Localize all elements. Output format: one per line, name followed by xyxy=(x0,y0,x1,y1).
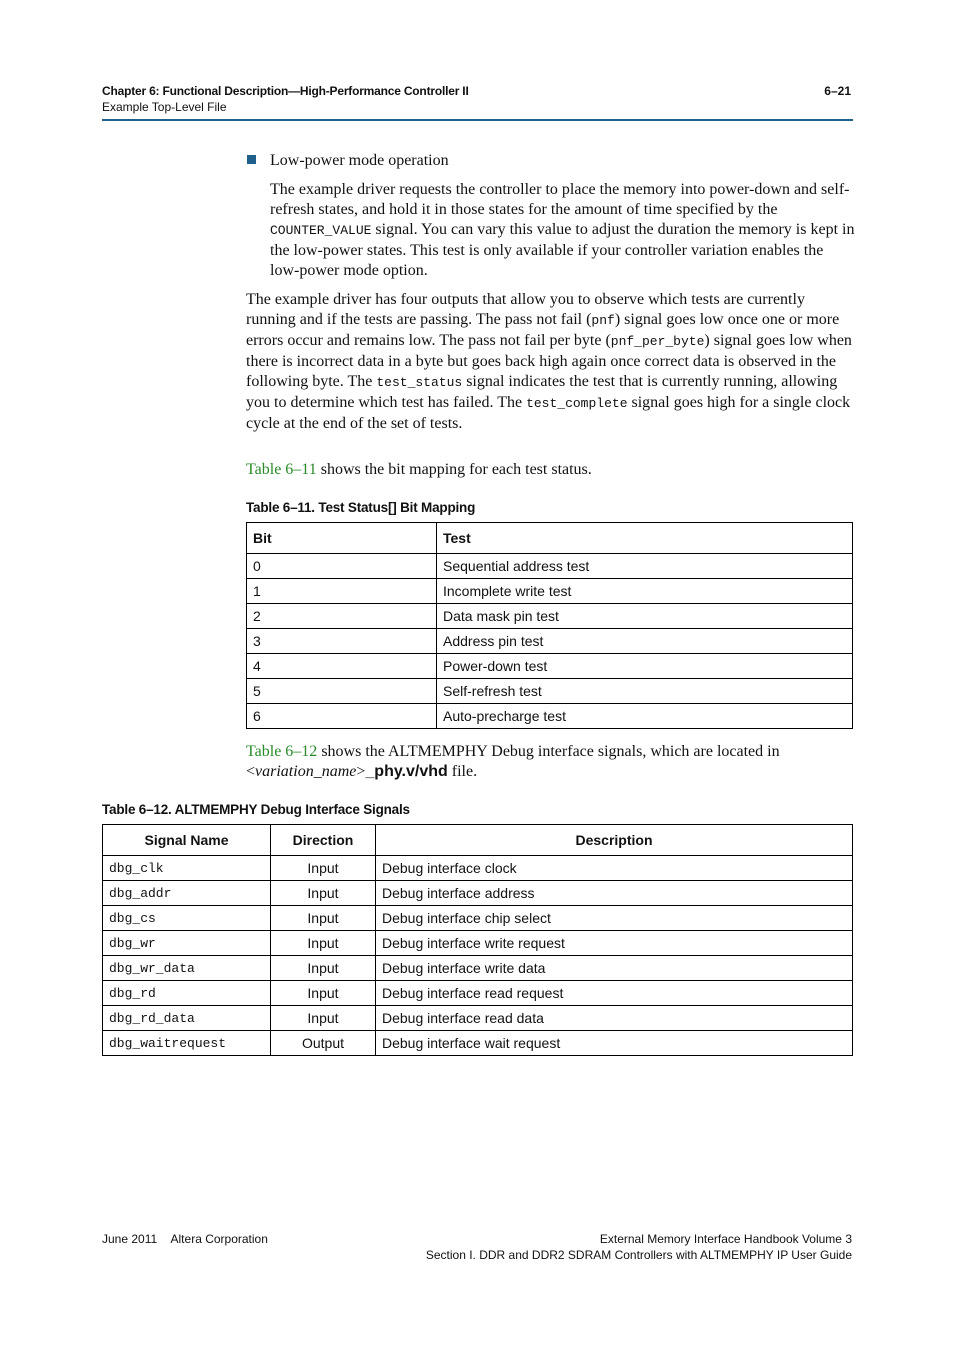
signal-name-cell: dbg_addr xyxy=(103,881,271,906)
bit-cell: 1 xyxy=(247,579,437,604)
table-row xyxy=(103,881,853,906)
code-counter-value: COUNTER_VALUE xyxy=(270,223,372,238)
table-6-12-caption: Table 6–12. ALTMEMPHY Debug Interface Signals xyxy=(102,802,410,817)
file-name: _phy.v/vhd xyxy=(365,763,448,780)
header-rule xyxy=(102,119,853,121)
test-cell: Data mask pin test xyxy=(437,604,853,629)
description-cell: Debug interface read request xyxy=(376,981,853,1006)
test-cell: Address pin test xyxy=(437,629,853,654)
table-6-11-caption: Table 6–11. Test Status[] Bit Mapping xyxy=(246,500,476,515)
table12-reference: Table 6–12 shows the ALTMEMPHY Debug interface signals, which are located in <variation_name>_phy.v/vhd file. xyxy=(246,743,780,780)
signal-name-cell: dbg_rd xyxy=(103,981,271,1006)
table-6-12 xyxy=(102,824,853,1056)
test-cell: Sequential address test xyxy=(437,554,853,579)
table-header-row xyxy=(247,523,853,554)
code-test-status: test_status xyxy=(376,375,463,390)
table-row xyxy=(103,1031,853,1056)
table-6-11-link[interactable]: Table 6–11 xyxy=(246,461,317,478)
direction-cell: Input xyxy=(271,981,376,1006)
direction-cell: Input xyxy=(271,956,376,981)
test-cell: Self-refresh test xyxy=(437,679,853,704)
table-row xyxy=(103,1006,853,1031)
signal-name-cell: dbg_wr_data xyxy=(103,956,271,981)
signal-name-cell: dbg_rd_data xyxy=(103,1006,271,1031)
table-row xyxy=(247,604,853,629)
table-6-11 xyxy=(246,522,853,729)
description-cell: Debug interface write data xyxy=(376,956,853,981)
table-header-row xyxy=(103,825,853,856)
table-row xyxy=(103,906,853,931)
signal-name-cell: dbg_wr xyxy=(103,931,271,956)
bit-cell: 5 xyxy=(247,679,437,704)
direction-cell: Input xyxy=(271,1006,376,1031)
test-cell: Power-down test xyxy=(437,654,853,679)
bit-cell: 2 xyxy=(247,604,437,629)
footer-section: Section I. DDR and DDR2 SDRAM Controllers with ALTMEMPHY IP User Guide xyxy=(425,1248,852,1262)
direction-cell: Input xyxy=(271,906,376,931)
table-row xyxy=(247,554,853,579)
signal-name-cell: dbg_clk xyxy=(103,856,271,881)
column-header-direction: Direction xyxy=(271,825,376,856)
description-cell: Debug interface write request xyxy=(376,931,853,956)
footer-company: Altera Corporation xyxy=(170,1232,268,1246)
code-test-complete: test_complete xyxy=(526,396,628,411)
code-pnf-per-byte: pnf_per_byte xyxy=(610,334,705,349)
bit-cell: 0 xyxy=(247,554,437,579)
column-header-signal-name: Signal Name xyxy=(103,825,271,856)
chapter-title: Chapter 6: Functional Description—High-Performance Controller II xyxy=(102,84,469,98)
signal-name-cell: dbg_cs xyxy=(103,906,271,931)
table-row xyxy=(247,654,853,679)
table-row xyxy=(247,704,853,729)
outputs-paragraph: The example driver has four outputs that allow you to observe which tests are currently running and if the tests are passing. The pass not fail (pnf) signal goes low once one or more errors occur and remains low. The pass not fail per byte (pnf_per_byte) signal goes low when there is incorrect data in a byte but goes back high again once correct data is observed in the following byte. The test_status signal indicates the test that is currently running, allowing you to determine which test has failed. The test_complete signal goes high for a single clock cycle at the end of the set of tests. xyxy=(246,291,852,432)
column-header-description: Description xyxy=(376,825,853,856)
description-cell: Debug interface address xyxy=(376,881,853,906)
description-cell: Debug interface chip select xyxy=(376,906,853,931)
description-cell: Debug interface clock xyxy=(376,856,853,881)
direction-cell: Input xyxy=(271,881,376,906)
column-header-test: Test xyxy=(437,523,853,554)
bullet-body: The example driver requests the controller to place the memory into power-down and self-refresh states, and hold it in those states for the amount of time specified by the COUNTER_VALUE signal. You can vary this value to adjust the duration the memory is kept in the low-power states. This test is only available if your controller variation enables the low-power mode option. xyxy=(270,181,855,279)
bit-cell: 4 xyxy=(247,654,437,679)
section-title: Example Top-Level File xyxy=(102,100,227,114)
description-cell: Debug interface wait request xyxy=(376,1031,853,1056)
table-6-12-link[interactable]: Table 6–12 xyxy=(246,743,318,760)
bullet-square-icon xyxy=(247,155,256,164)
table-row xyxy=(103,981,853,1006)
page-number: 6–21 xyxy=(824,84,851,98)
footer-date: June 2011 xyxy=(102,1232,158,1246)
table11-reference: Table 6–11 shows the bit mapping for each test status. xyxy=(246,461,592,478)
test-cell: Incomplete write test xyxy=(437,579,853,604)
code-pnf: pnf xyxy=(591,313,615,328)
table-row xyxy=(247,579,853,604)
description-cell: Debug interface read data xyxy=(376,1006,853,1031)
direction-cell: Input xyxy=(271,931,376,956)
table-row xyxy=(103,856,853,881)
table-row xyxy=(247,629,853,654)
table-row xyxy=(103,956,853,981)
table-row xyxy=(247,679,853,704)
test-cell: Auto-precharge test xyxy=(437,704,853,729)
footer-book: External Memory Interface Handbook Volume 3 xyxy=(599,1232,852,1246)
direction-cell: Input xyxy=(271,856,376,881)
column-header-bit: Bit xyxy=(247,523,437,554)
direction-cell: Output xyxy=(271,1031,376,1056)
signal-name-cell: dbg_waitrequest xyxy=(103,1031,271,1056)
bit-cell: 3 xyxy=(247,629,437,654)
table-row xyxy=(103,931,853,956)
bit-cell: 6 xyxy=(247,704,437,729)
bullet-title: Low-power mode operation xyxy=(270,152,449,169)
footer-left xyxy=(102,1232,268,1246)
